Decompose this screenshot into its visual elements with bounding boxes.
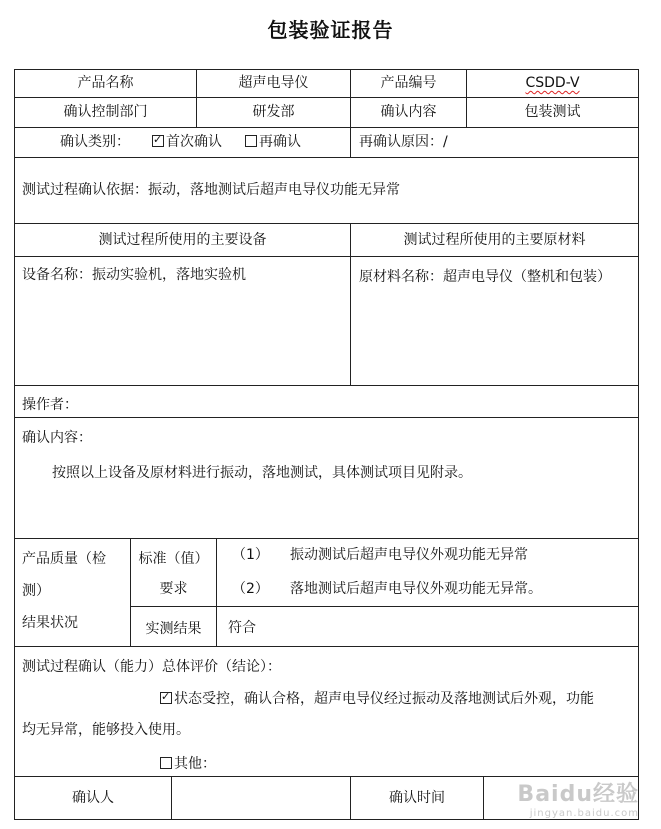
- watermark-line2: jingyan.baidu.com: [529, 808, 639, 819]
- reconfirm-checkbox: [245, 135, 257, 147]
- other-label: 其他：: [174, 756, 216, 772]
- row-divider: [14, 223, 639, 224]
- row-divider: [14, 97, 639, 98]
- quality-label-line3: 结果状况: [22, 615, 78, 631]
- product-code-text: CSDD-V: [525, 75, 580, 91]
- content-value: 包装测试: [524, 104, 581, 120]
- reconfirm-reason: 再确认原因：/: [359, 134, 448, 150]
- materials-header: 测试过程所使用的主要原材料: [403, 232, 586, 248]
- first-confirm-checkbox: [152, 135, 164, 147]
- content-label: 确认内容: [380, 104, 437, 120]
- dept-label: 确认控制部门: [63, 104, 148, 120]
- other-option: [160, 755, 216, 773]
- requirement-1-number: （1）: [232, 547, 269, 563]
- dept-value: 研发部: [252, 104, 295, 120]
- reconfirm-option: [245, 133, 301, 151]
- row-divider: [14, 157, 639, 158]
- standard-label-line2: 要求: [159, 581, 188, 597]
- quality-label-line2: 测）: [22, 583, 50, 599]
- watermark-line1: Baidu经验: [517, 782, 639, 807]
- table-border-bottom: [14, 819, 639, 820]
- col-divider: [171, 776, 172, 820]
- table-border-top: [14, 69, 639, 70]
- row-divider: [14, 538, 639, 539]
- baidu-watermark: [517, 777, 639, 819]
- first-confirm-label: 首次确认: [166, 134, 222, 150]
- col-divider: [216, 538, 217, 647]
- row-divider: [130, 606, 639, 607]
- materials-text: 原材料名称：超声电导仪（整机和包装）: [359, 269, 611, 285]
- row-divider: [14, 417, 639, 418]
- confirmer-label: 确认人: [72, 790, 114, 806]
- table-border-right: [638, 69, 639, 820]
- table-border-left: [14, 69, 15, 820]
- product-code-label: 产品编号: [380, 75, 437, 91]
- test-basis: 测试过程确认依据：振动，落地测试后超声电导仪功能无异常: [22, 182, 400, 198]
- product-name-value: 超声电导仪: [238, 75, 309, 91]
- conclusion-label: 测试过程确认（能力）总体评价（结论）：: [22, 659, 281, 675]
- equipment-header: 测试过程所使用的主要设备: [98, 232, 267, 248]
- requirement-2-number: （2）: [232, 581, 269, 597]
- result-value: 符合: [228, 620, 256, 636]
- conclusion-line2: 均无异常，能够投入使用。: [22, 722, 190, 738]
- operator-label: 操作者：: [22, 397, 78, 413]
- confirm-time-label: 确认时间: [389, 790, 445, 806]
- confirm-content-text: 按照以上设备及原材料进行振动，落地测试，具体测试项目见附录。: [52, 465, 472, 481]
- product-name-label: 产品名称: [77, 75, 134, 91]
- row-divider: [14, 385, 639, 386]
- confirm-content-label: 确认内容：: [22, 430, 92, 446]
- controlled-checkbox: [160, 692, 172, 704]
- equipment-text: 设备名称：振动实验机，落地实验机: [22, 267, 246, 283]
- first-confirm-option: [152, 133, 222, 151]
- report-title: 包装验证报告: [267, 18, 394, 42]
- result-label: 实测结果: [145, 621, 202, 637]
- col-divider: [483, 776, 484, 820]
- confirm-type-label: 确认类别：: [60, 134, 130, 150]
- row-divider: [14, 127, 639, 128]
- product-code-value: [467, 74, 638, 92]
- conclusion-line1-text: 状态受控，确认合格，超声电导仪经过振动及落地测试后外观，功能: [174, 691, 594, 707]
- quality-label-line1: 产品质量（检: [22, 551, 106, 567]
- other-checkbox: [160, 757, 172, 769]
- requirement-1-text: 振动测试后超声电导仪外观功能无异常: [290, 547, 528, 563]
- row-divider: [14, 256, 639, 257]
- requirement-2-text: 落地测试后超声电导仪外观功能无异常。: [290, 581, 542, 597]
- conclusion-line1: [160, 690, 594, 708]
- standard-label-line1: 标准（值）: [138, 551, 209, 567]
- row-divider: [14, 646, 639, 647]
- reconfirm-label: 再确认: [259, 134, 301, 150]
